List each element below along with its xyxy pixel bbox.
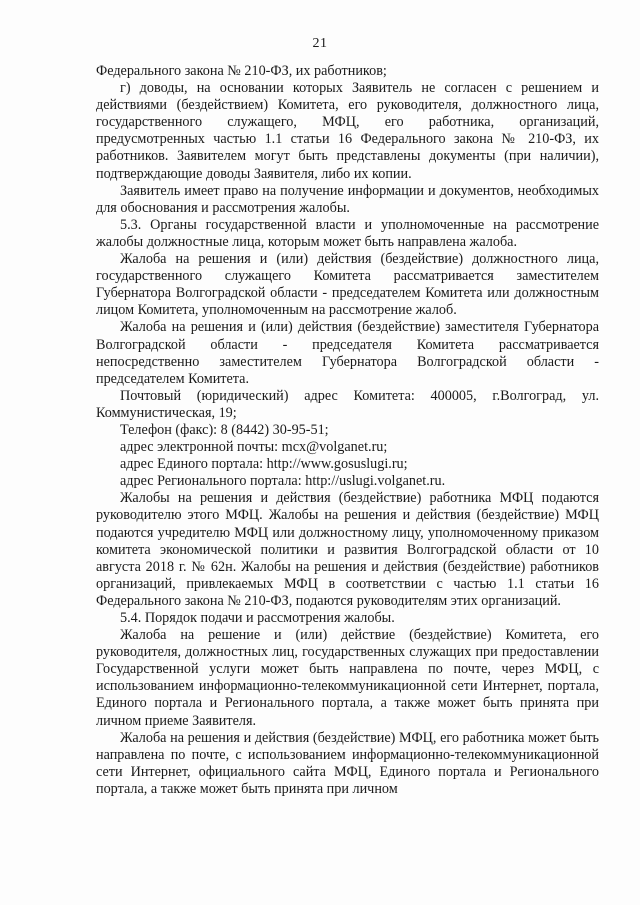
paragraph-unified-portal: адрес Единого портала: http://www.gosuslugi.ru; [120, 456, 408, 473]
paragraph-section-5-3: 5.3. Органы государственной власти и уполномоченные на рассмотрение жалобы должностные лица, которым может быть направлена жалоба. [96, 216, 599, 250]
paragraph-submission-methods: Жалоба на решение и (или) действие (бездействие) Комитета, его руководителя, должностных лиц, государственных служащих при предоставлении Государственной услуги может быть направлена по почте, через МФЦ, с использованием информационно-телекоммуникационной сети Интернет, портала, Единого портала и Регионального портала, а также может быть принята при личном приеме Заявителя. [96, 627, 599, 729]
paragraph-section-5-4: 5.4. Порядок подачи и рассмотрения жалобы. [120, 610, 395, 626]
paragraph-mfc-complaints: Жалобы на решения и действия (бездействие) работника МФЦ подаются руководителю этого МФЦ. Жалобы на решения и действия (бездействие) МФЦ подаются учредителю МФЦ или должностному лицу, уполномоченному приказом комитета экономической политики и развития Волгоградской области от 10 августа 2018 г. № 62н. Жалобы на решения и действия (бездействие) работников организаций, привлекаемых МФЦ в соответствии с частью 1.1 статьи 16 Федерального закона № 210-ФЗ, подаются руководителям этих организаций. [96, 490, 599, 609]
paragraph-mfc-submission: Жалоба на решения и действия (бездействие) МФЦ, его работника может быть направлена по почте, с использованием информационно-телекоммуникационной сети Интернет, официального сайта МФЦ, Единого портала и Регионального портала, а также может быть принята при личном [96, 729, 599, 797]
paragraph-official-complaint: Жалоба на решения и (или) действия (бездействие) должностного лица, государственного служащего Комитета рассматривается заместителем Губернатора Волгоградской области - председателем Комитета или должностным лицом Комитета, уполномоченным на рассмотрение жалоб. [96, 251, 599, 319]
paragraph-email: адрес электронной почты: mcx@volganet.ru; [120, 439, 388, 456]
paragraph-applicant-rights: Заявитель имеет право на получение информации и документов, необходимых для обоснования и рассмотрения жалобы. [96, 182, 599, 216]
document-body [96, 63, 599, 798]
paragraph-arguments: г) доводы, на основании которых Заявитель не согласен с решением и действиями (бездействием) Комитета, его руководителя, должностного лица, государственного служащего, МФЦ, его работника, организаций, предусмотренных частью 1.1 статьи 16 Федерального закона № 210-ФЗ, их работников. Заявителем могут быть представлены документы (при наличии), подтверждающие доводы Заявителя, либо их копии. [96, 80, 599, 182]
page-number: 21 [312, 36, 328, 51]
paragraph-deputy-complaint: Жалоба на решения и (или) действия (бездействие) заместителя Губернатора Волгоградской области - председателя Комитета рассматривается непосредственно заместителем Губернатора Волгоградской области - председателем Комитета. [96, 319, 599, 387]
paragraph-postal-address: Почтовый (юридический) адрес Комитета: 400005, г.Волгоград, ул. Коммунистическая, 19; [96, 387, 599, 421]
paragraph-regional-portal: адрес Регионального портала: http://uslugi.volganet.ru. [120, 473, 446, 490]
paragraph-law-reference: Федерального закона № 210-ФЗ, их работников; [96, 63, 387, 79]
paragraph-phone: Телефон (факс): 8 (8442) 30-95-51; [120, 421, 329, 438]
